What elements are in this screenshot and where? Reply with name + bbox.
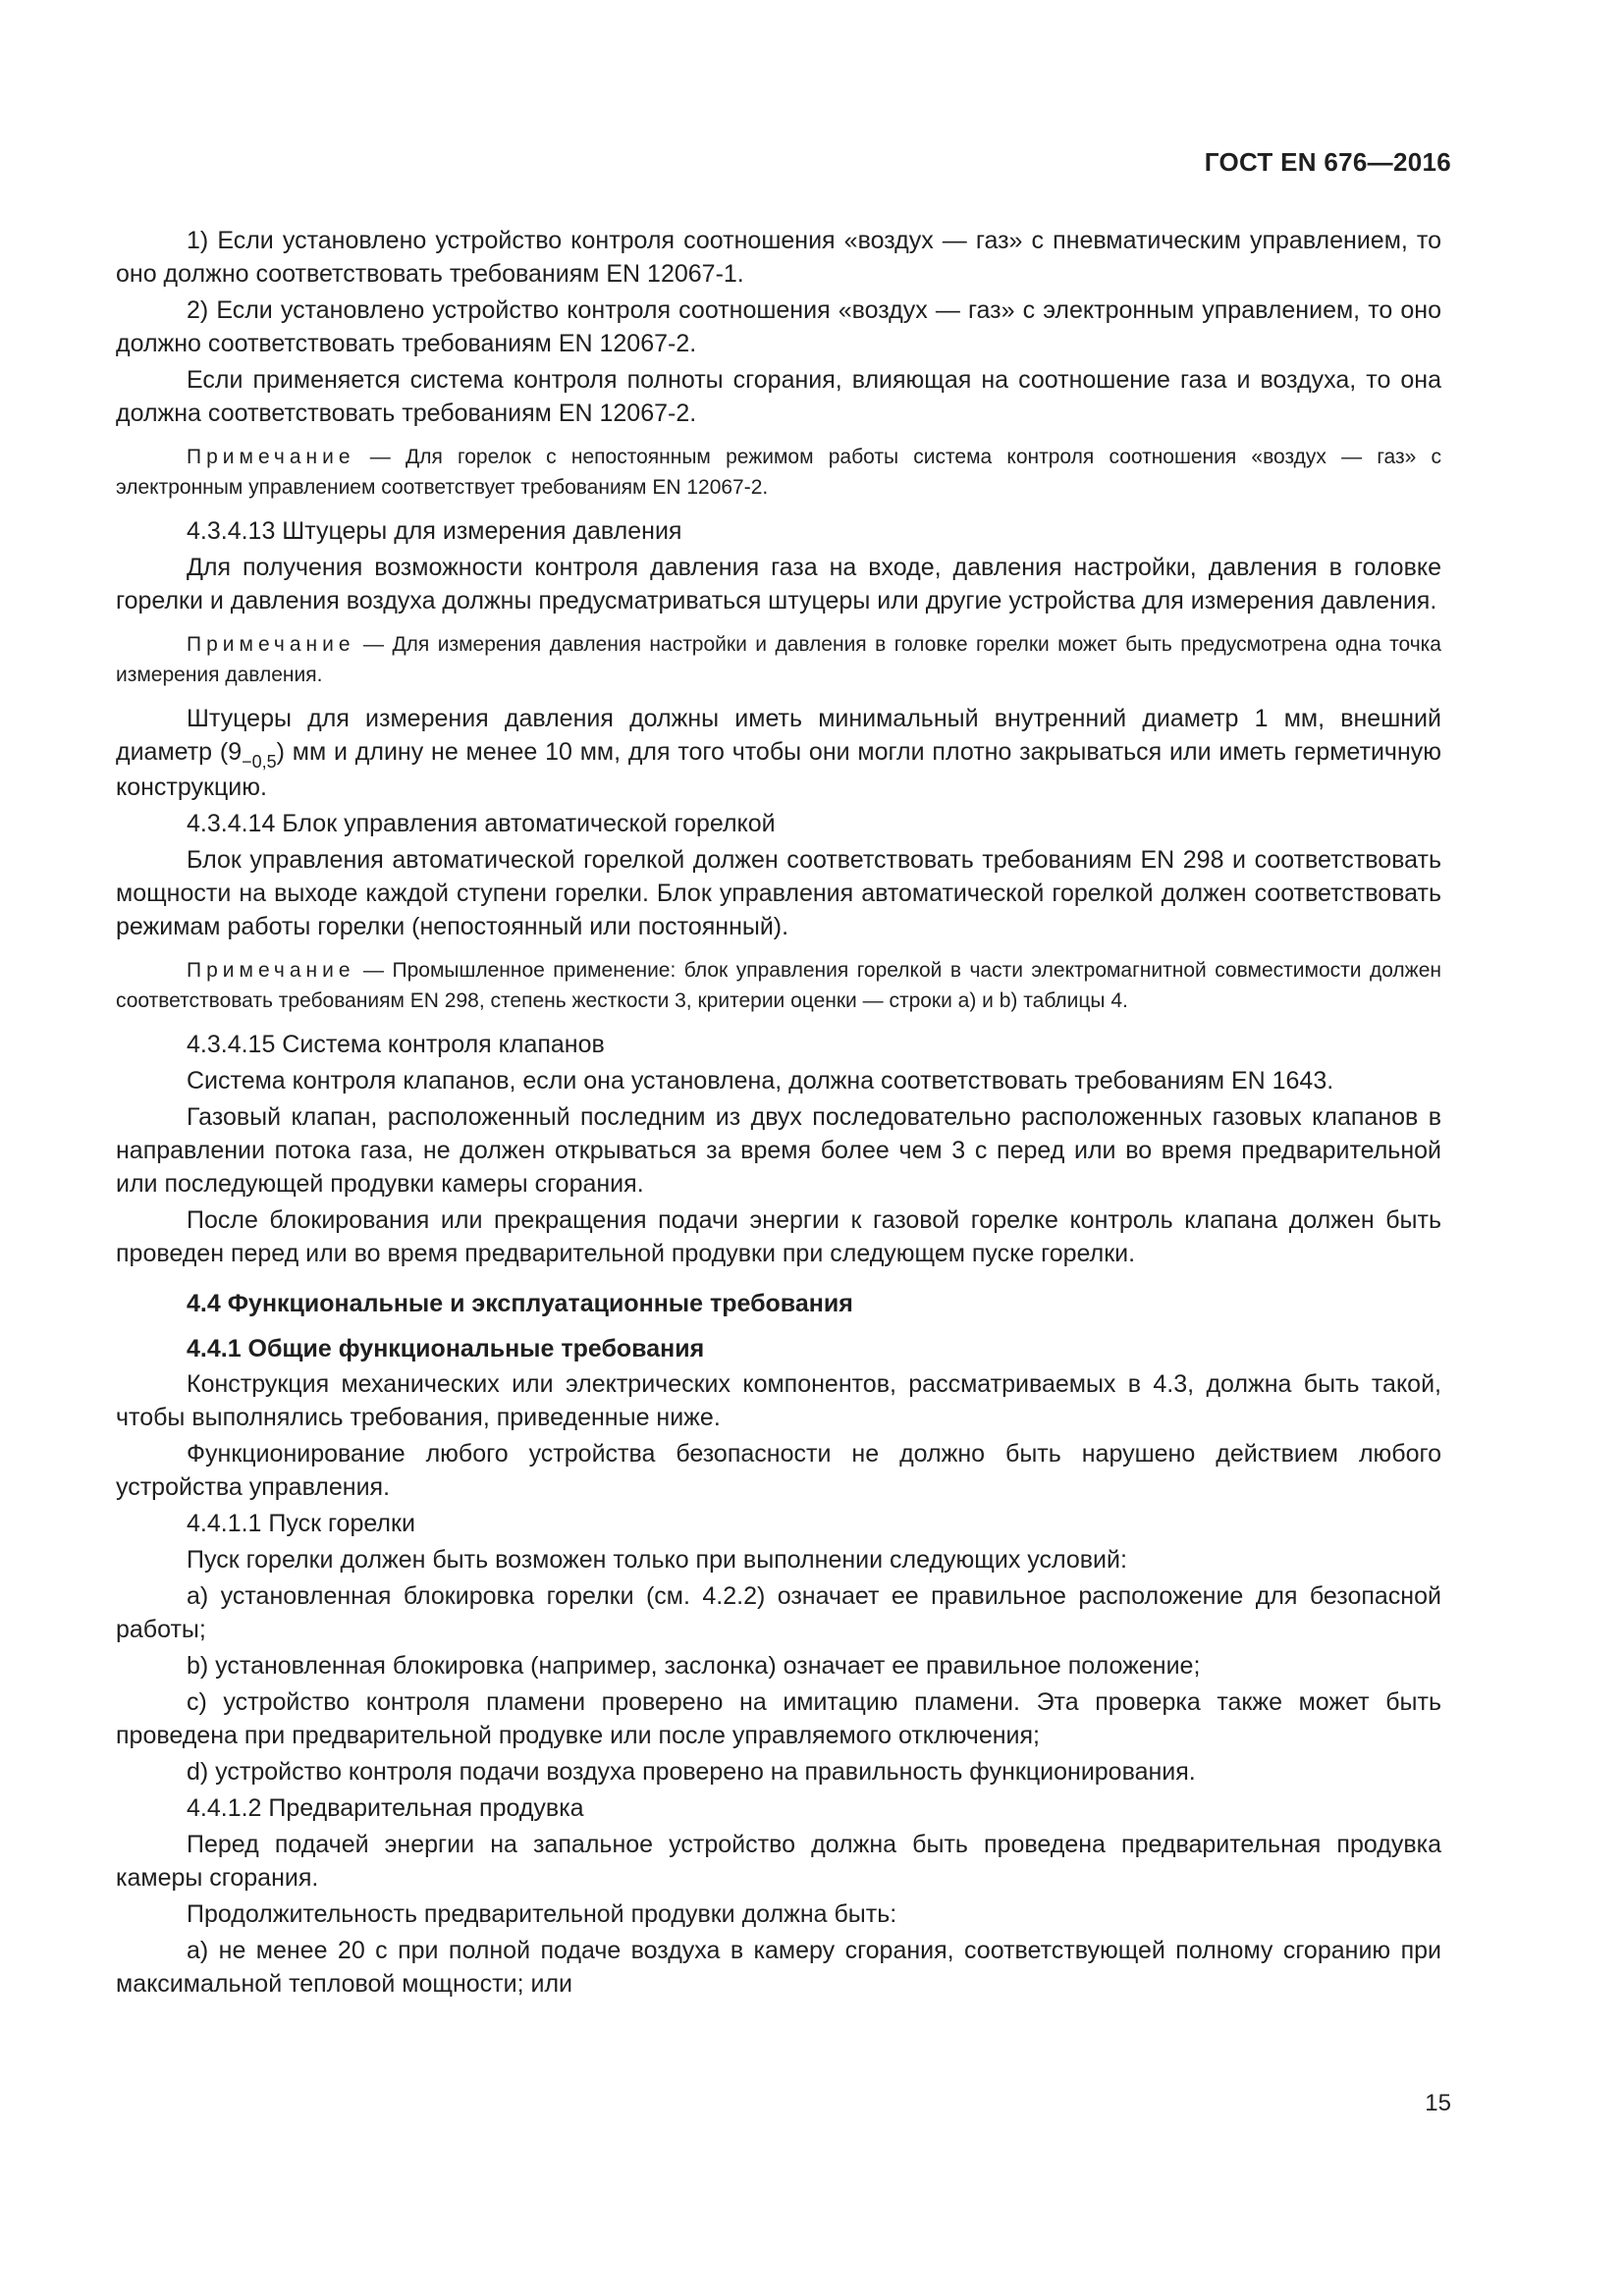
list-item: b) установленная блокировка (например, заслонка) означает ее правильное положение; [187,1652,1201,1680]
paragraph: Функционирование любого устройства безопасности не должно быть нарушено действием любого устройства управления. [116,1440,1441,1501]
paragraph: Если применяется система контроля полноты сгорания, влияющая на соотношение газа и воздуха, то она должна соответствовать требованиям EN 12067-2. [116,366,1441,427]
subsection-heading-bold: 4.4.1 Общие функциональные требования [187,1335,705,1362]
section-heading: 4.4.1.1 Пуск горелки [187,1510,415,1537]
paragraph: Конструкция механических или электрических компонентов, рассматриваемых в 4.3, должна быть такой, чтобы выполнялись требования, приведенные ниже. [116,1370,1441,1431]
tolerance-subscript: −0,5 [242,752,277,772]
paragraph: Система контроля клапанов, если она установлена, должна соответствовать требованиям EN 1643. [187,1067,1334,1095]
note [116,955,1441,1016]
paragraph: Перед подачей энергии на запальное устройство должна быть проведена предварительная продувка камеры сгорания. [116,1831,1441,1892]
note-label: Примечание [187,446,355,468]
note [116,442,1441,503]
paragraph: Пуск горелки должен быть возможен только при выполнении следующих условий: [187,1546,1127,1574]
note-text: — Для измерения давления настройки и давления в головке горелки может быть предусмотрена одна точка измерения давления. [116,633,1441,686]
paragraph: 1) Если установлено устройство контроля соотношения «воздух — газ» с пневматическим управлением, то оно должно соответствовать требованиям EN 12067-1. [116,227,1441,288]
document-body [116,224,1441,2003]
paragraph [116,702,1441,804]
note-text: — Промышленное применение: блок управления горелкой в части электромагнитной совместимости должен соответствовать требованиям EN 298, степень жесткости 3, критерии оценки — строки а) и b) таблицы 4. [116,959,1441,1012]
list-item: c) устройство контроля пламени проверено на имитацию пламени. Эта проверка также может быть проведена при предварительной продувке или после управляемого отключения; [116,1688,1441,1749]
section-heading: 4.3.4.13 Штуцеры для измерения давления [187,517,682,545]
section-heading-bold: 4.4 Функциональные и эксплуатационные требования [187,1290,853,1317]
note-label: Примечание [187,633,355,656]
section-heading: 4.4.1.2 Предварительная продувка [187,1794,584,1822]
page-number: 15 [1425,2090,1451,2116]
list-item: a) не менее 20 с при полной подаче воздуха в камеру сгорания, соответствующей полному сгоранию при максимальной тепловой мощности; или [116,1937,1441,1998]
note-label: Примечание [187,959,355,982]
list-item: d) устройство контроля подачи воздуха проверено на правильность функционирования. [187,1758,1196,1786]
section-heading: 4.3.4.15 Система контроля клапанов [187,1031,605,1058]
paragraph: Газовый клапан, расположенный последним из двух последовательно расположенных газовых клапанов в направлении потока газа, не должен открываться за время более чем 3 с перед или во время предварительной или последующей продувки камеры сгорания. [116,1103,1441,1198]
paragraph: Блок управления автоматической горелкой должен соответствовать требованиям EN 298 и соответствовать мощности на выходе каждой ступени горелки. Блок управления автоматической горелкой должен соответствовать режимам работы горелки (непостоянный или постоянный). [116,846,1441,940]
document-header: ГОСТ EN 676—2016 [1204,147,1451,177]
note [116,629,1441,690]
list-item: a) установленная блокировка горелки (см. 4.2.2) означает ее правильное расположение для безопасной работы; [116,1582,1441,1643]
paragraph: Для получения возможности контроля давления газа на входе, давления настройки, давления в головке горелки и давления воздуха должны предусматриваться штуцеры или другие устройства для измерения давления. [116,554,1441,614]
paragraph: Продолжительность предварительной продувки должна быть: [187,1900,897,1928]
paragraph: После блокирования или прекращения подачи энергии к газовой горелке контроль клапана должен быть проведен перед или во время предварительной продувки при следующем пуске горелки. [116,1206,1441,1267]
paragraph-text: ) мм и длину не менее 10 мм, для того чтобы они могли плотно закрываться или иметь герметичную конструкцию. [116,738,1441,801]
section-heading: 4.3.4.14 Блок управления автоматической горелкой [187,810,776,837]
note-text: — Для горелок с непостоянным режимом работы система контроля соотношения «воздух — газ» с электронным управлением соответствует требованиям EN 12067-2. [116,446,1441,499]
paragraph-text: Штуцеры для измерения давления должны иметь минимальный внутренний диаметр 1 мм, внешний диаметр (9 [116,705,1441,766]
paragraph: 2) Если установлено устройство контроля соотношения «воздух — газ» с электронным управлением, то оно должно соответствовать требованиям EN 12067-2. [116,296,1441,357]
